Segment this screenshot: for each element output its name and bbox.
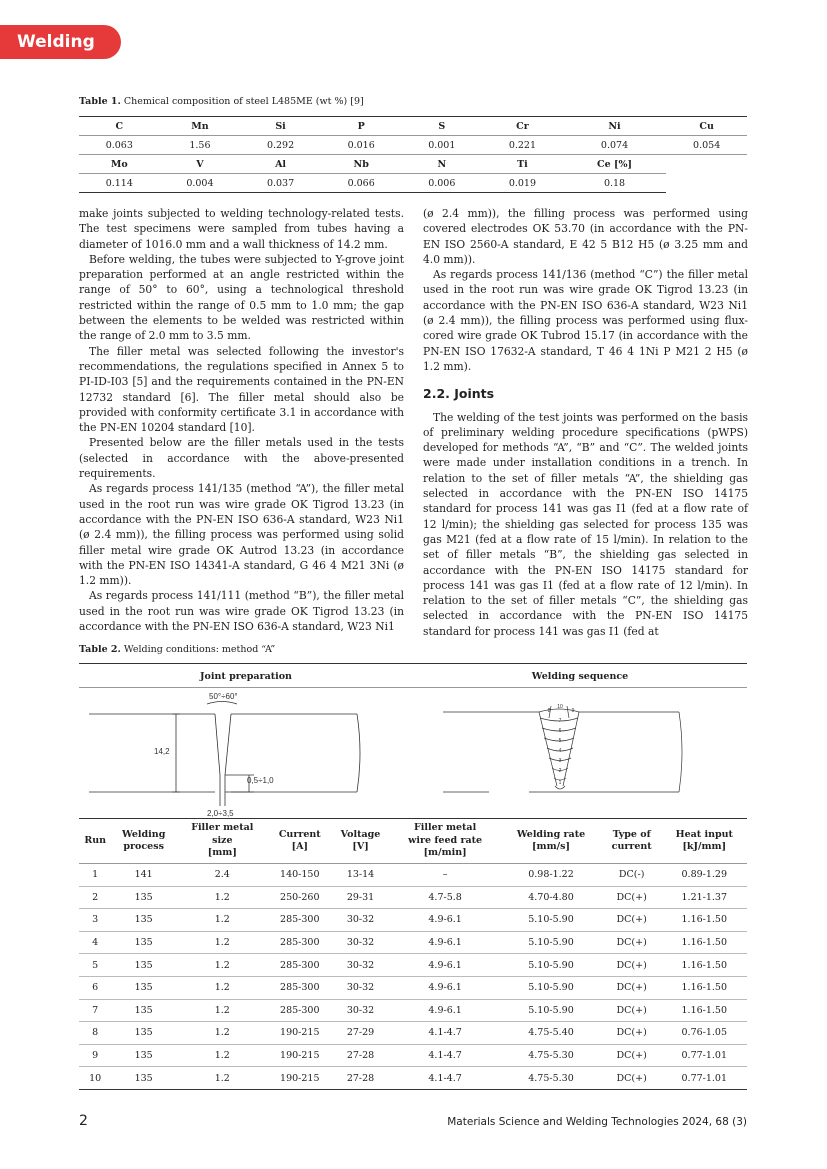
table2-cell: 135	[111, 931, 176, 954]
table2-cell: DC(+)	[602, 909, 662, 932]
table2-cell: 27-28	[331, 1044, 390, 1067]
table2-cell: 4.75-5.30	[500, 1044, 602, 1067]
joint-drawings-svg	[79, 688, 747, 818]
table2-cell: 1.2	[176, 954, 269, 977]
section-tag: Welding	[0, 25, 121, 59]
table1-cell: 0.016	[321, 136, 402, 155]
header-line: [V]	[352, 841, 369, 852]
table2-cell: DC(+)	[602, 976, 662, 999]
welding-sequence-heading: Welding sequence	[531, 671, 629, 682]
paragraph: As regards process 141/135 (method “A”), the filler metal used in the root run was wire grade OK Tigrod 13.23 (in accordance with the PN-EN ISO 636-A standard, W23 Ni1 (ø 2.4 mm)), the filling process was performed using solid filler metal wire grade OK Autrod 13.23 (in accordance with the PN-EN ISO 14341-A standard, G 46 4 M21 3Ni (ø 1.2 mm)).	[79, 482, 404, 588]
table2-cell: 5.10-5.90	[500, 931, 602, 954]
table2-cell: 1.16-1.50	[662, 909, 747, 932]
table2-cell: –	[390, 864, 500, 887]
weld-pass-label: 9	[571, 708, 575, 714]
table1-header-row-1	[79, 117, 747, 136]
table2-cell: 1.2	[176, 976, 269, 999]
table1-cell: Al	[240, 155, 321, 174]
table1-cell: 0.066	[321, 174, 402, 193]
table2-cell: 30-32	[331, 909, 390, 932]
table2-cell: 4.9-6.1	[390, 976, 500, 999]
table2-cell: 29-31	[331, 886, 390, 909]
table2-cell: 0.77-1.01	[662, 1067, 747, 1090]
table1-empty-cell	[666, 174, 747, 193]
table2-header-cell	[331, 819, 390, 864]
table1-cell: Cu	[666, 117, 747, 136]
table2-cell: 285-300	[269, 954, 331, 977]
table2-cell: 27-28	[331, 1067, 390, 1090]
table1-cell: 0.063	[79, 136, 160, 155]
table1-cell: 0.074	[563, 136, 667, 155]
table2-cell: DC(+)	[602, 886, 662, 909]
table2-header-cell	[390, 819, 500, 864]
table2-cell: 1.2	[176, 931, 269, 954]
table2-cell: 1	[79, 864, 111, 887]
table1	[79, 116, 747, 193]
table2-cell: 0.76-1.05	[662, 1022, 747, 1045]
table2-cell: 1.2	[176, 1067, 269, 1090]
table-row	[79, 999, 747, 1022]
table2-drawings	[79, 688, 747, 818]
weld-pass-label: 6	[558, 728, 562, 734]
table2-header-cell	[500, 819, 602, 864]
table2-cell: 0.98-1.22	[500, 864, 602, 887]
table2-cell: 4.9-6.1	[390, 954, 500, 977]
paragraph: (ø 2.4 mm)), the filling process was performed using covered electrodes OK 53.70 (in accordance with the PN-EN ISO 2560-A standard, E 42 5 B12 H5 (ø 3.25 mm and 4.0 mm)).	[423, 207, 748, 266]
table2-label: Table 2.	[79, 644, 121, 655]
table2-cell: DC(+)	[602, 1067, 662, 1090]
table2-cell: 1.16-1.50	[662, 976, 747, 999]
header-line: Filler metal	[191, 822, 254, 834]
header-line: wire feed rate	[408, 834, 483, 846]
paragraph: As regards process 141/111 (method “B”), the filler metal used in the root run was wire grade OK Tigrod 13.23 (in accordance with the PN-EN ISO 636-A standard, W23 Ni1	[79, 589, 404, 634]
header-line: [mm/s]	[532, 841, 570, 852]
table2-cell: 0.89-1.29	[662, 864, 747, 887]
table2-cell: 7	[79, 999, 111, 1022]
table2-header-cell	[176, 819, 269, 864]
table1-cell: 0.019	[482, 174, 563, 193]
table2-cell: 190-215	[269, 1044, 331, 1067]
table1-cell: 0.221	[482, 136, 563, 155]
weld-pass-label: 7	[558, 718, 562, 724]
table2-cell: 1.16-1.50	[662, 999, 747, 1022]
table2-cell: 30-32	[331, 954, 390, 977]
table1-cell: Ni	[563, 117, 667, 136]
table2-cell: 10	[79, 1067, 111, 1090]
header-line: process	[123, 841, 164, 852]
table2-cell: 5.10-5.90	[500, 999, 602, 1022]
table1-header-row-2	[79, 155, 747, 174]
table2	[79, 818, 747, 1090]
table-row	[79, 1022, 747, 1045]
dim-thickness-label: 14,2	[154, 747, 170, 756]
table1-empty-cell	[666, 155, 747, 174]
table1-caption	[79, 96, 364, 107]
journal-reference: Materials Science and Welding Technologies 2024, 68 (3)	[447, 1116, 747, 1128]
joint-preparation-diagram	[89, 702, 360, 807]
table2-cell: 4.75-5.40	[500, 1022, 602, 1045]
table2-figure-header	[79, 663, 747, 688]
table-row	[79, 976, 747, 999]
dim-gap-label: 2,0÷3,5	[207, 809, 234, 818]
table2-cell: 1.2	[176, 886, 269, 909]
table-row	[79, 954, 747, 977]
table2-cell: 135	[111, 976, 176, 999]
table2-cell: DC(+)	[602, 1044, 662, 1067]
table2-cell: 135	[111, 954, 176, 977]
table1-cell: Mo	[79, 155, 160, 174]
weld-pass-label: 1	[558, 780, 562, 786]
table1-caption-text: Chemical composition of steel L485ME (wt %) [9]	[120, 96, 364, 107]
table2-cell: 1.21-1.37	[662, 886, 747, 909]
table1-cell: V	[160, 155, 241, 174]
table2-cell: 1.2	[176, 1044, 269, 1067]
table2-cell: 4.1-4.7	[390, 1044, 500, 1067]
table1-cell: P	[321, 117, 402, 136]
table2-cell: 5.10-5.90	[500, 976, 602, 999]
header-line: [A]	[291, 841, 308, 852]
table2-cell: 1.16-1.50	[662, 954, 747, 977]
table1-cell: Nb	[321, 155, 402, 174]
table2-cell: 0.77-1.01	[662, 1044, 747, 1067]
table2-cell: 285-300	[269, 976, 331, 999]
table2-cell: 135	[111, 1022, 176, 1045]
table2-cell: 1.2	[176, 999, 269, 1022]
table2-cell: 8	[79, 1022, 111, 1045]
table2-cell: 3	[79, 909, 111, 932]
table1-cell: 0.006	[402, 174, 483, 193]
table1-cell: 0.004	[160, 174, 241, 193]
header-line: [mm]	[207, 847, 237, 859]
paragraph: Presented below are the filler metals used in the tests (selected in accordance with the above-presented requirements.	[79, 436, 404, 481]
paragraph: Before welding, the tubes were subjected to Y-grove joint preparation performed at an angle restricted within the range of 50° to 60°, using a technological threshold restricted within the range of 0.5 mm to 1.0 mm; the gap between the elements to be welded was restricted within the range of 2.0 mm to 3.5 mm.	[79, 252, 404, 343]
table1-cell: Cr	[482, 117, 563, 136]
table2-cell: DC(+)	[602, 999, 662, 1022]
table2-cell: 5.10-5.90	[500, 909, 602, 932]
weld-pass-label: 3	[558, 758, 562, 764]
table2-cell: 285-300	[269, 999, 331, 1022]
paragraph: make joints subjected to welding technology-related tests. The test specimens were sampled from tubes having a diameter of 1016.0 mm and a wall thickness of 14.2 mm.	[79, 207, 404, 251]
table2-cell: 285-300	[269, 931, 331, 954]
page-number: 2	[79, 1113, 88, 1129]
table2-cell: 30-32	[331, 931, 390, 954]
table2-cell: 13-14	[331, 864, 390, 887]
paragraph: The welding of the test joints was performed on the basis of preliminary welding procedure specifications (pWPS) developed for methods “A”, “B” and “C”. The welded joints were made under installation conditions in a trench. In relation to the set of filler metals “A”, the shielding gas selected in accordance with the PN-EN ISO 14175 standard for process 141 was gas I1 (fed at a flow rate of 12 l/min); the shielding gas selected for process 135 was gas M21 (fed at a flow rate of 15 l/min). In relation to the set of filler metals “B”, the shielding gas selected in accordance with the PN-EN ISO 14175 standard for process 141 was gas I1 (fed at a flow rate of 12 l/min). In relation to the set of filler metals “C”, the shielding gas selected in accordance with the PN-EN ISO 14175 standard for process 141 was gas I1 (fed at	[423, 410, 748, 638]
table1-cell: Mn	[160, 117, 241, 136]
table-row	[79, 1067, 747, 1090]
table2-cell: 30-32	[331, 999, 390, 1022]
table2-caption	[79, 644, 275, 655]
table2-cell: 4.1-4.7	[390, 1067, 500, 1090]
table2-body	[79, 864, 747, 1090]
right-column	[423, 206, 748, 639]
header-line: current	[611, 841, 652, 852]
table1-cell: 0.001	[402, 136, 483, 155]
table2-header-cell	[662, 819, 747, 864]
table1-cell: 0.054	[666, 136, 747, 155]
table2-cell: 2	[79, 886, 111, 909]
table1-cell: 0.292	[240, 136, 321, 155]
table1-value-row-1	[79, 136, 747, 155]
header-line: Filler metal	[414, 822, 477, 834]
section-heading: 2.2. Joints	[423, 386, 495, 402]
table-row	[79, 864, 747, 887]
table2-cell: 30-32	[331, 976, 390, 999]
header-line: Welding	[121, 828, 166, 840]
table2-cell: 6	[79, 976, 111, 999]
table2-cell: 4.9-6.1	[390, 931, 500, 954]
dim-land-label: 0,5÷1,0	[247, 776, 274, 785]
table2-cell: DC(+)	[602, 954, 662, 977]
table2-cell: 4.75-5.30	[500, 1067, 602, 1090]
table2-cell: 140-150	[269, 864, 331, 887]
weld-pass-label: 10	[557, 704, 563, 710]
table1-cell: 0.114	[79, 174, 160, 193]
weld-pass-label: 4	[558, 748, 562, 754]
paragraph: As regards process 141/136 (method “C”) the filler metal used in the root run was wire grade OK Tigrod 13.23 (in accordance with the PN-EN ISO 636-A standard, W23 Ni1 (ø 2.4 mm)), the filling process was performed using flux-cored wire grade OK Tubrod 15.17 (in accordance with the PN-EN ISO 17632-A standard, T 46 4 1Ni P M21 2 H5 (ø 1.2 mm).	[423, 268, 748, 373]
table2-cell: 4.9-6.1	[390, 999, 500, 1022]
header-line: [kJ/mm]	[682, 841, 727, 852]
header-line: Heat input	[675, 828, 733, 840]
table1-cell: Ce [%]	[563, 155, 667, 174]
table2-cell: 4.7-5.8	[390, 886, 500, 909]
table2-header-cell	[269, 819, 331, 864]
dim-angle-label: 50°÷60°	[209, 692, 238, 701]
left-column	[79, 206, 404, 634]
table1-cell: 0.18	[563, 174, 667, 193]
header-line: Current	[278, 828, 321, 840]
weld-pass-label: 8	[547, 708, 551, 714]
header-line: size	[212, 834, 233, 846]
table-row	[79, 886, 747, 909]
table2-cell: DC(+)	[602, 1022, 662, 1045]
table2-header-row	[79, 819, 747, 864]
table2-cell: 135	[111, 909, 176, 932]
table2-cell: 4	[79, 931, 111, 954]
table2-cell: 1.16-1.50	[662, 931, 747, 954]
weld-pass-label: 2	[558, 768, 562, 774]
table2-cell: 4.1-4.7	[390, 1022, 500, 1045]
table1-cell: Si	[240, 117, 321, 136]
table1-value-row-2	[79, 174, 747, 193]
weld-pass-label: 5	[558, 738, 562, 744]
table2-caption-text: Welding conditions: method “A”	[120, 644, 276, 655]
header-line: Type of	[612, 828, 651, 840]
table-row	[79, 931, 747, 954]
table1-cell: Ti	[482, 155, 563, 174]
table1-cell: 0.037	[240, 174, 321, 193]
table2-cell: 285-300	[269, 909, 331, 932]
table2-cell: 135	[111, 1044, 176, 1067]
table2-cell: 141	[111, 864, 176, 887]
table1-cell: 1.56	[160, 136, 241, 155]
table2-cell: 1.2	[176, 1022, 269, 1045]
table-row	[79, 1044, 747, 1067]
table2-cell: 2.4	[176, 864, 269, 887]
table2-cell: 190-215	[269, 1022, 331, 1045]
table2-cell: DC(-)	[602, 864, 662, 887]
header-line: Run	[84, 834, 107, 846]
table2-cell: 135	[111, 1067, 176, 1090]
table2-cell: 9	[79, 1044, 111, 1067]
header-line: [m/min]	[423, 847, 467, 859]
table2-cell: 27-29	[331, 1022, 390, 1045]
table2-cell: DC(+)	[602, 931, 662, 954]
table-row	[79, 909, 747, 932]
welding-sequence-diagram	[443, 706, 682, 792]
table2-header-cell	[111, 819, 176, 864]
table1-label: Table 1.	[79, 96, 121, 107]
table2-cell: 4.70-4.80	[500, 886, 602, 909]
table2-header-cell	[79, 819, 111, 864]
table2-header-cell	[602, 819, 662, 864]
table2-cell: 250-260	[269, 886, 331, 909]
table2-cell: 4.9-6.1	[390, 909, 500, 932]
table1-cell: N	[402, 155, 483, 174]
table1-cell: S	[402, 117, 483, 136]
header-line: Welding rate	[516, 828, 586, 840]
table2-cell: 135	[111, 999, 176, 1022]
table2-cell: 5.10-5.90	[500, 954, 602, 977]
header-line: Voltage	[340, 828, 381, 840]
table2-cell: 5	[79, 954, 111, 977]
table2-cell: 135	[111, 886, 176, 909]
table1-cell: C	[79, 117, 160, 136]
table2-cell: 190-215	[269, 1067, 331, 1090]
paragraph: The filler metal was selected following the investor's recommendations, the regulations specified in Annex 5 to PI-ID-I03 [5] and the requirements contained in the PN-EN 12732 standard [6]. The filler metal should also be provided with conformity certificate 3.1 in accordance with the PN-EN 10204 standard [10].	[79, 344, 404, 435]
table2-cell: 1.2	[176, 909, 269, 932]
joint-preparation-heading: Joint preparation	[200, 671, 292, 682]
